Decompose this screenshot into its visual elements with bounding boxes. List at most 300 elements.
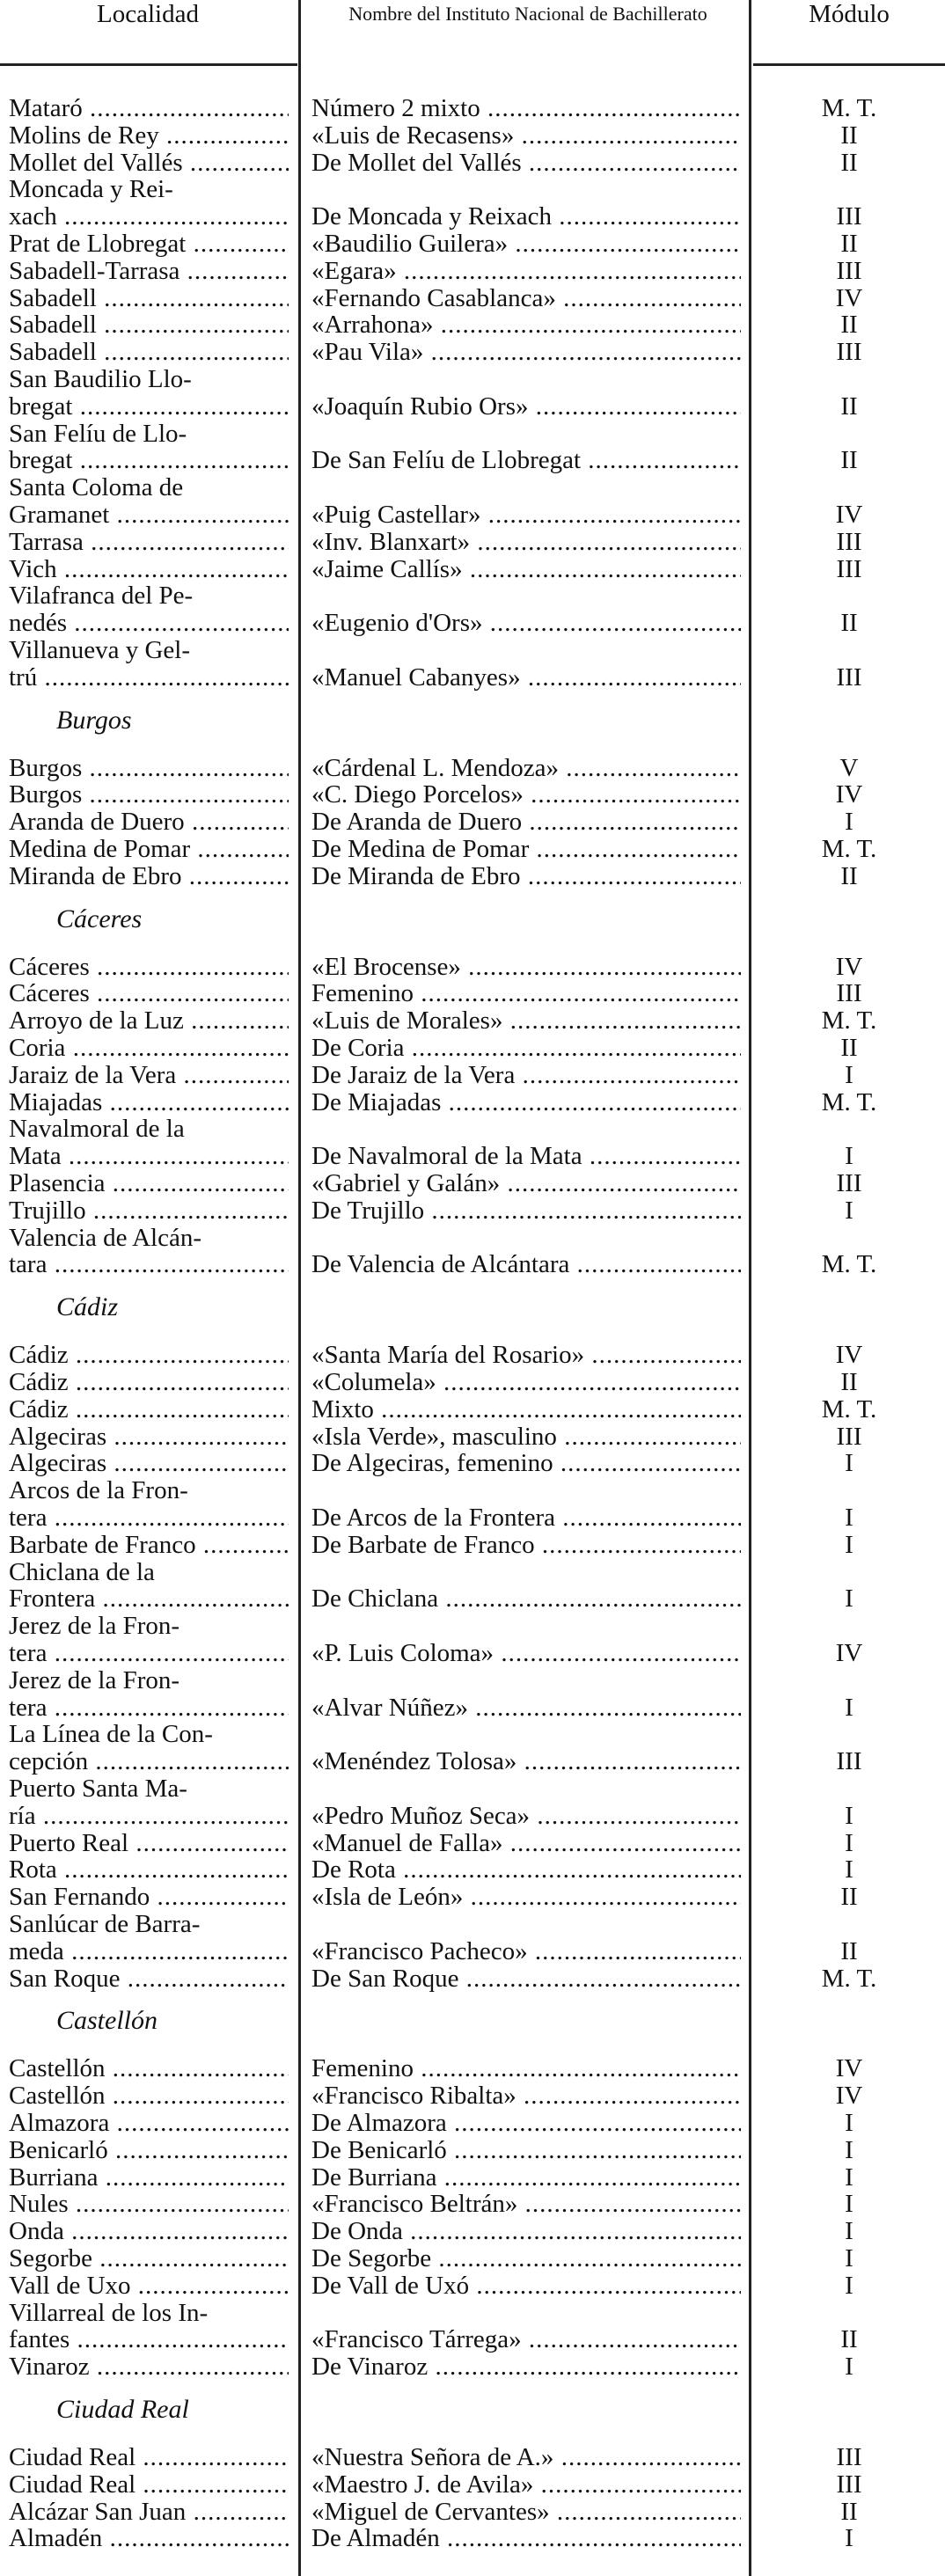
localidad-cell (9, 1477, 289, 1532)
localidad-text: Arroyo de la Luz ..... (9, 1007, 289, 1035)
modulo-cell: V (839, 753, 859, 782)
localidad-cell (9, 1775, 289, 1830)
instituto-cell (311, 339, 741, 366)
modulo-cell: II (840, 1936, 858, 1965)
instituto-cell (311, 2471, 741, 2499)
localidad-text: Puerto Santa Ma- (9, 1775, 187, 1803)
modulo-cell: III (836, 527, 862, 556)
instituto-text: Femenino ..... (311, 2055, 741, 2082)
instituto-cell (311, 1396, 741, 1423)
modulo-cell: I (845, 1693, 853, 1722)
localidad-cell (9, 1035, 289, 1062)
header-rule-left (0, 63, 297, 66)
modulo-cell: III (836, 2443, 862, 2471)
header-rule-right (753, 63, 945, 66)
localidad-cell (9, 231, 289, 258)
localidad-cell (9, 311, 289, 339)
modulo-cell: IV (835, 283, 863, 312)
instituto-cell (311, 1062, 741, 1089)
localidad-text: Vich ..... (9, 556, 289, 583)
localidad-text: Onda ..... (9, 2218, 289, 2245)
localidad-text: Mata ..... (9, 1143, 289, 1170)
instituto-cell (311, 556, 741, 583)
localidad-text: Algeciras ..... (9, 1450, 289, 1477)
instituto-cell (311, 258, 741, 285)
localidad-text: Sabadell ..... (9, 285, 289, 312)
localidad-cell (9, 285, 289, 312)
modulo-cell: M. T. (821, 94, 877, 122)
instituto-text: «Manuel de Falla» ..... (311, 1830, 741, 1857)
instituto-text: De Chiclana ..... (311, 1585, 741, 1613)
instituto-cell (311, 501, 741, 529)
instituto-cell (311, 1803, 741, 1830)
localidad-text: Vinaroz ..... (9, 2353, 289, 2381)
localidad-cell (9, 809, 289, 836)
localidad-text: fantes ..... (9, 2326, 289, 2353)
modulo-cell: IV (835, 2054, 863, 2083)
instituto-cell (311, 809, 741, 836)
localidad-cell (9, 781, 289, 809)
modulo-cell: III (836, 256, 862, 285)
modulo-cell: I (845, 1855, 853, 1884)
localidad-text: Molins de Rey ..... (9, 122, 289, 150)
localidad-cell (9, 2137, 289, 2164)
localidad-text: Aranda de Duero ..... (9, 809, 289, 836)
instituto-text: De Moncada y Reixach ..... (311, 203, 741, 231)
localidad-text: Gramanet ..... (9, 501, 289, 529)
modulo-cell: IV (835, 2082, 863, 2111)
localidad-text: Jerez de la Fron- (9, 1666, 180, 1694)
header-localidad: Localidad (97, 0, 199, 28)
localidad-cell (9, 2164, 289, 2192)
instituto-cell (311, 2326, 741, 2353)
localidad-text: Santa Coloma de (9, 474, 184, 501)
instituto-text: De Coria ..... (311, 1035, 741, 1062)
instituto-text: De Onda ..... (311, 2218, 741, 2245)
instituto-text: De Trujillo ..... (311, 1197, 741, 1225)
modulo-cell: IV (835, 952, 863, 981)
modulo-cell: II (840, 446, 858, 475)
localidad-cell (9, 582, 289, 637)
instituto-cell (311, 1089, 741, 1116)
instituto-text: «Francisco Pacheco» ..... (311, 1938, 741, 1965)
instituto-text: De Burriana ..... (311, 2164, 741, 2192)
localidad-text: Benicarló ..... (9, 2137, 289, 2164)
instituto-text: Número 2 mixto ..... (311, 95, 741, 122)
localidad-text: Navalmoral de la (9, 1116, 185, 1144)
instituto-cell (311, 2245, 741, 2272)
localidad-text: xach ..... (9, 203, 289, 231)
localidad-cell (9, 2272, 289, 2300)
localidad-cell (9, 1884, 289, 1911)
instituto-cell (311, 2137, 741, 2164)
localidad-text: Plasencia ..... (9, 1170, 289, 1197)
modulo-cell: IV (835, 1341, 863, 1370)
localidad-cell (9, 1613, 289, 1667)
instituto-text: De Miranda de Ebro ..... (311, 863, 741, 890)
localidad-text: Cádiz ..... (9, 1396, 289, 1423)
localidad-text: bregat ..... (9, 393, 289, 421)
localidad-text: nedés ..... (9, 610, 289, 637)
instituto-cell (311, 836, 741, 863)
modulo-cell: M. T. (821, 835, 877, 863)
instituto-text: De Barbate de Franco ..... (311, 1532, 741, 1559)
modulo-cell: II (840, 311, 858, 340)
modulo-cell: II (840, 2497, 858, 2526)
localidad-cell (9, 1170, 289, 1197)
modulo-cell: II (840, 121, 858, 150)
province-heading: Cáceres (56, 904, 143, 933)
localidad-cell (9, 2218, 289, 2245)
localidad-text: Vilafranca del Pe- (9, 582, 194, 611)
localidad-text: Chiclana de la (9, 1558, 155, 1586)
instituto-cell (311, 1035, 741, 1062)
instituto-cell (311, 2444, 741, 2471)
modulo-cell: I (845, 2135, 853, 2164)
instituto-cell (311, 95, 741, 122)
province-heading: Cádiz (56, 1292, 119, 1322)
localidad-text: Burgos ..... (9, 755, 289, 782)
localidad-cell (9, 1450, 289, 1477)
modulo-cell: M. T. (821, 1964, 877, 1993)
instituto-text: «Menéndez Tolosa» ..... (311, 1748, 741, 1775)
modulo-cell: I (845, 808, 853, 837)
localidad-text: Sabadell ..... (9, 311, 289, 339)
localidad-text: Arcos de la Fron- (9, 1477, 188, 1504)
localidad-text: Villanueva y Gel- (9, 637, 191, 664)
localidad-cell (9, 980, 289, 1007)
modulo-cell: I (845, 1828, 853, 1857)
modulo-cell: I (845, 2353, 853, 2382)
localidad-text: Almazora ..... (9, 2110, 289, 2137)
instituto-text: «Cárdenal L. Mendoza» ..... (311, 755, 741, 782)
instituto-text: De Almadén ..... (311, 2525, 741, 2552)
instituto-cell (311, 1007, 741, 1035)
instituto-cell (311, 2191, 741, 2218)
instituto-text: De San Felíu de Llobregat ..... (311, 447, 741, 474)
localidad-text: Burriana ..... (9, 2164, 289, 2192)
header-instituto: Nombre del Instituto Nacional de Bachillerato (348, 3, 707, 25)
modulo-cell: IV (835, 780, 863, 809)
modulo-cell: II (840, 1034, 858, 1062)
instituto-text: De Vall de Uxó ..... (311, 2272, 741, 2300)
localidad-cell (9, 1369, 289, 1396)
localidad-cell (9, 556, 289, 583)
modulo-cell: I (845, 1584, 853, 1614)
modulo-cell: I (845, 1060, 853, 1089)
instituto-cell (311, 203, 741, 231)
localidad-text: San Roque ..... (9, 1965, 289, 1993)
instituto-text: «Manuel Cabanyes» ..... (311, 664, 741, 692)
localidad-cell (9, 836, 289, 863)
localidad-text: Jaraiz de la Vera ..... (9, 1062, 289, 1089)
instituto-text: De Segorbe ..... (311, 2245, 741, 2272)
localidad-text: Ciudad Real ..... (9, 2471, 289, 2499)
instituto-cell (311, 1504, 741, 1532)
localidad-text: Prat de Llobregat ..... (9, 231, 289, 258)
modulo-cell: M. T. (821, 1394, 877, 1423)
modulo-cell: M. T. (821, 1250, 877, 1279)
instituto-text: «Gabriel y Galán» ..... (311, 1170, 741, 1197)
instituto-text: «Columela» ..... (311, 1369, 741, 1396)
localidad-text: Villarreal de los In- (9, 2299, 209, 2327)
instituto-text: «Francisco Beltrán» ..... (311, 2191, 741, 2218)
instituto-text: «Isla Verde», masculino ..... (311, 1423, 741, 1451)
localidad-text: Sabadell-Tarrasa ..... (9, 258, 289, 285)
instituto-cell (311, 2082, 741, 2110)
instituto-text: «Eugenio d'Ors» ..... (311, 610, 741, 637)
instituto-cell (311, 781, 741, 809)
localidad-text: Rota ..... (9, 1856, 289, 1884)
instituto-cell (311, 393, 741, 421)
modulo-cell: III (836, 554, 862, 583)
modulo-cell: I (845, 1196, 853, 1225)
instituto-text: De Almazora ..... (311, 2110, 741, 2137)
localidad-text: Algeciras ..... (9, 1423, 289, 1451)
instituto-cell (311, 954, 741, 981)
localidad-cell (9, 366, 289, 421)
instituto-cell (311, 1251, 741, 1278)
modulo-cell: III (836, 662, 862, 692)
instituto-text: «El Brocense» ..... (311, 954, 741, 981)
province-heading: Ciudad Real (56, 2395, 189, 2424)
modulo-cell: II (840, 1883, 858, 1912)
localidad-cell (9, 2110, 289, 2137)
modulo-cell: I (845, 2109, 853, 2137)
modulo-cell: I (845, 1530, 853, 1559)
instituto-cell (311, 610, 741, 637)
instituto-cell (311, 2164, 741, 2192)
modulo-cell: II (840, 230, 858, 258)
instituto-text: De Aranda de Duero ..... (311, 809, 741, 836)
instituto-cell (311, 755, 741, 782)
localidad-text: tera ..... (9, 1694, 289, 1722)
instituto-cell (311, 1748, 741, 1775)
localidad-text: Sabadell ..... (9, 339, 289, 366)
localidad-text: Mollet del Vallés ..... (9, 150, 289, 177)
column-divider-right (749, 0, 751, 2576)
localidad-text: Cáceres ..... (9, 954, 289, 981)
localidad-text: bregat ..... (9, 447, 289, 474)
modulo-cell: I (845, 1449, 853, 1478)
instituto-cell (311, 1585, 741, 1613)
instituto-cell (311, 1369, 741, 1396)
localidad-text: Nules ..... (9, 2191, 289, 2218)
localidad-cell (9, 1721, 289, 1775)
modulo-cell: M. T. (821, 1087, 877, 1116)
localidad-cell (9, 2499, 289, 2526)
instituto-cell (311, 1197, 741, 1225)
localidad-cell (9, 637, 289, 692)
localidad-cell (9, 176, 289, 231)
instituto-text: «Puig Castellar» ..... (311, 501, 741, 529)
modulo-cell: II (840, 1368, 858, 1396)
instituto-cell (311, 1856, 741, 1884)
localidad-cell (9, 1396, 289, 1423)
localidad-cell (9, 2471, 289, 2499)
modulo-cell: III (836, 1422, 862, 1451)
localidad-text: Coria ..... (9, 1035, 289, 1062)
instituto-text: «Pau Vila» ..... (311, 339, 741, 366)
instituto-cell (311, 1938, 741, 1965)
instituto-cell (311, 2218, 741, 2245)
localidad-cell (9, 1089, 289, 1116)
instituto-text: De Rota ..... (311, 1856, 741, 1884)
modulo-cell: I (845, 2271, 853, 2300)
instituto-cell (311, 1694, 741, 1722)
modulo-cell: I (845, 2190, 853, 2219)
modulo-cell: III (836, 202, 862, 231)
localidad-cell (9, 2525, 289, 2552)
instituto-cell (311, 2353, 741, 2381)
header-modulo: Módulo (809, 0, 890, 28)
instituto-text: «Francisco Tárrega» ..... (311, 2326, 741, 2353)
instituto-text: «Francisco Ribalta» ..... (311, 2082, 741, 2110)
instituto-text: «Alvar Núñez» ..... (311, 1694, 741, 1722)
localidad-cell (9, 421, 289, 475)
instituto-cell (311, 1423, 741, 1451)
instituto-text: De Vinaroz ..... (311, 2353, 741, 2381)
localidad-text: San Fernando ..... (9, 1884, 289, 1911)
instituto-text: Mixto ..... (311, 1396, 741, 1423)
localidad-cell (9, 2055, 289, 2082)
instituto-text: De Miajadas ..... (311, 1089, 741, 1116)
localidad-cell (9, 1116, 289, 1170)
instituto-cell (311, 1143, 741, 1170)
instituto-cell (311, 1830, 741, 1857)
localidad-text: Medina de Pomar ..... (9, 836, 289, 863)
instituto-cell (311, 285, 741, 312)
localidad-cell (9, 2191, 289, 2218)
localidad-text: Castellón ..... (9, 2082, 289, 2110)
localidad-cell (9, 1342, 289, 1369)
localidad-cell (9, 1667, 289, 1722)
localidad-text: La Línea de la Con- (9, 1721, 213, 1749)
localidad-cell (9, 2444, 289, 2471)
localidad-cell (9, 150, 289, 177)
localidad-cell (9, 1423, 289, 1451)
localidad-text: ría ..... (9, 1803, 289, 1830)
localidad-text: Almadén ..... (9, 2525, 289, 2552)
localidad-text: meda ..... (9, 1938, 289, 1965)
instituto-text: «Inv. Blanxart» ..... (311, 529, 741, 556)
localidad-text: Burgos ..... (9, 781, 289, 809)
modulo-cell: III (836, 979, 862, 1008)
instituto-cell (311, 1170, 741, 1197)
localidad-cell (9, 1197, 289, 1225)
modulo-cell: IV (835, 500, 863, 529)
instituto-text: De Benicarló ..... (311, 2137, 741, 2164)
localidad-text: Cádiz ..... (9, 1369, 289, 1396)
localidad-cell (9, 863, 289, 890)
instituto-cell (311, 980, 741, 1007)
instituto-text: «Santa María del Rosario» ..... (311, 1342, 741, 1369)
localidad-cell (9, 1965, 289, 1993)
localidad-cell (9, 954, 289, 981)
modulo-cell: III (836, 2470, 862, 2499)
localidad-text: Ciudad Real ..... (9, 2444, 289, 2471)
instituto-cell (311, 2055, 741, 2082)
instituto-text: «Jaime Callís» ..... (311, 556, 741, 583)
instituto-text: «Egara» ..... (311, 258, 741, 285)
localidad-text: Cádiz ..... (9, 1342, 289, 1369)
modulo-cell: II (840, 148, 858, 177)
instituto-cell (311, 863, 741, 890)
localidad-cell (9, 755, 289, 782)
localidad-text: Sanlúcar de Barra- (9, 1911, 201, 1938)
instituto-text: De Arcos de la Frontera ..... (311, 1504, 741, 1532)
localidad-cell (9, 122, 289, 150)
localidad-text: tera ..... (9, 1640, 289, 1667)
localidad-cell (9, 1007, 289, 1035)
localidad-text: tara ..... (9, 1251, 289, 1278)
instituto-text: «Luis de Recasens» ..... (311, 122, 741, 150)
modulo-cell: I (845, 2217, 853, 2246)
instituto-text: De San Roque ..... (311, 1965, 741, 1993)
modulo-cell: I (845, 2244, 853, 2272)
instituto-text: «C. Diego Porcelos» ..... (311, 781, 741, 809)
instituto-text: De Valencia de Alcántara ..... (311, 1251, 741, 1278)
localidad-text: Miranda de Ebro ..... (9, 863, 289, 890)
localidad-text: Miajadas ..... (9, 1089, 289, 1116)
localidad-cell (9, 474, 289, 529)
localidad-cell (9, 1532, 289, 1559)
modulo-cell: I (845, 2163, 853, 2192)
localidad-cell (9, 2082, 289, 2110)
localidad-text: Castellón ..... (9, 2055, 289, 2082)
localidad-cell (9, 1911, 289, 1965)
localidad-text: Moncada y Rei- (9, 176, 173, 204)
localidad-text: Barbate de Franco ..... (9, 1532, 289, 1559)
instituto-cell (311, 664, 741, 692)
instituto-text: «Nuestra Señora de A.» ..... (311, 2444, 741, 2471)
instituto-cell (311, 1640, 741, 1667)
instituto-text: «Maestro J. de Avila» ..... (311, 2471, 741, 2499)
localidad-cell (9, 1559, 289, 1614)
instituto-text: «Pedro Muñoz Seca» ..... (311, 1803, 741, 1830)
instituto-text: De Navalmoral de la Mata ..... (311, 1143, 741, 1170)
instituto-text: «Arrahona» ..... (311, 311, 741, 339)
instituto-text: De Algeciras, femenino ..... (311, 1450, 741, 1477)
instituto-cell (311, 447, 741, 474)
localidad-cell (9, 1225, 289, 1279)
localidad-text: Vall de Uxo ..... (9, 2272, 289, 2300)
modulo-cell: I (845, 2524, 853, 2553)
column-divider-left (298, 0, 301, 2576)
instituto-text: De Medina de Pomar ..... (311, 836, 741, 863)
localidad-text: Segorbe ..... (9, 2245, 289, 2272)
localidad-text: Valencia de Alcán- (9, 1224, 202, 1252)
instituto-text: «Joaquín Rubio Ors» ..... (311, 393, 741, 421)
localidad-cell (9, 2300, 289, 2354)
instituto-cell (311, 1965, 741, 1993)
modulo-cell: IV (835, 1638, 863, 1667)
localidad-text: Puerto Real ..... (9, 1830, 289, 1857)
instituto-cell (311, 231, 741, 258)
modulo-cell: I (845, 1503, 853, 1532)
instituto-cell (311, 2110, 741, 2137)
localidad-text: Trujillo ..... (9, 1197, 289, 1225)
localidad-text: Tarrasa ..... (9, 529, 289, 556)
localidad-cell (9, 339, 289, 366)
localidad-text: Cáceres ..... (9, 980, 289, 1007)
instituto-cell (311, 1884, 741, 1911)
instituto-cell (311, 1450, 741, 1477)
instituto-text: «Miguel de Cervantes» ..... (311, 2499, 741, 2526)
instituto-cell (311, 529, 741, 556)
province-heading: Burgos (56, 705, 132, 735)
localidad-text: cepción ..... (9, 1748, 289, 1775)
